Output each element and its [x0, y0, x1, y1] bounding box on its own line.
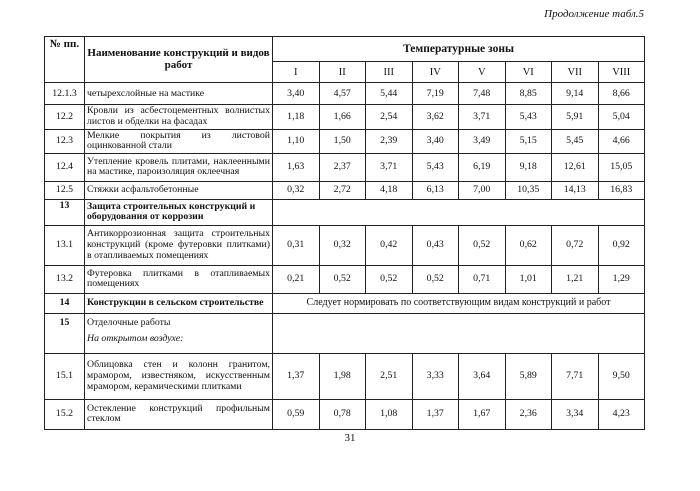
zone-value: 4,57	[319, 83, 366, 105]
zone-value: 14,13	[552, 181, 599, 199]
table-row	[45, 153, 645, 181]
section-title: Отделочные работы	[87, 316, 171, 328]
zone-value: 2,72	[319, 181, 366, 199]
zone-value: 0,31	[273, 225, 320, 265]
zone-value: 2,37	[319, 153, 366, 181]
zone-value: 0,52	[319, 265, 366, 293]
table-body	[45, 83, 645, 429]
row-number: 13.1	[45, 225, 85, 265]
zone-value: 2,39	[366, 129, 413, 153]
zone-value: 4,23	[598, 399, 645, 429]
row-number: 13.2	[45, 265, 85, 293]
section-number: 13	[45, 199, 85, 225]
page-number: 31	[344, 432, 356, 444]
header-number: № пп.	[45, 37, 85, 83]
temperature-zones-table	[44, 36, 645, 430]
zone-value: 0,43	[412, 225, 459, 265]
zone-value: 0,71	[459, 265, 506, 293]
zone-value: 5,43	[412, 153, 459, 181]
zone-header-6: VI	[505, 62, 552, 83]
zone-value: 3,40	[412, 129, 459, 153]
header-name: Наименование конструкций и видов работ	[85, 37, 273, 83]
zone-value: 7,19	[412, 83, 459, 105]
row-number: 12.3	[45, 129, 85, 153]
row-name: Стяжки асфальтобетонные	[85, 181, 273, 199]
section-title-cell	[85, 313, 273, 353]
table-row	[45, 265, 645, 293]
zone-value: 5,15	[505, 129, 552, 153]
zone-value: 6,13	[412, 181, 459, 199]
zone-value: 5,44	[366, 83, 413, 105]
empty-cell	[273, 313, 645, 353]
zone-value: 0,78	[319, 399, 366, 429]
zone-header-4: IV	[412, 62, 459, 83]
zone-value: 8,66	[598, 83, 645, 105]
zone-value: 3,40	[273, 83, 320, 105]
zone-value: 1,66	[319, 105, 366, 129]
zone-value: 3,71	[459, 105, 506, 129]
table-row	[45, 399, 645, 429]
zone-value: 0,92	[598, 225, 645, 265]
table-row	[45, 181, 645, 199]
zone-value: 0,32	[273, 181, 320, 199]
row-name: Кровли из асбестоцементных волнистых листов и обделки на фасадах	[85, 105, 273, 129]
row-number: 12.5	[45, 181, 85, 199]
zone-value: 12,61	[552, 153, 599, 181]
zone-value: 15,05	[598, 153, 645, 181]
zone-value: 4,18	[366, 181, 413, 199]
section-note: Следует нормировать по соответствующим видам конструкций и работ	[273, 293, 645, 313]
section-row-14	[45, 293, 645, 313]
zone-header-7: VII	[552, 62, 599, 83]
zone-header-2: II	[319, 62, 366, 83]
zone-value: 3,34	[552, 399, 599, 429]
zone-value: 0,52	[366, 265, 413, 293]
zone-value: 7,48	[459, 83, 506, 105]
zone-value: 0,59	[273, 399, 320, 429]
zone-value: 1,21	[552, 265, 599, 293]
zone-value: 0,42	[366, 225, 413, 265]
zone-value: 5,43	[505, 105, 552, 129]
zone-value: 5,04	[598, 105, 645, 129]
zone-value: 1,01	[505, 265, 552, 293]
empty-cell	[273, 199, 645, 225]
row-name: Мелкие покрытия из листовой оцинкованной стали	[85, 129, 273, 153]
zone-value: 0,21	[273, 265, 320, 293]
section-subtitle: На открытом воздухе:	[87, 333, 184, 345]
section-row-15	[45, 313, 645, 353]
zone-value: 3,62	[412, 105, 459, 129]
zone-value: 9,50	[598, 353, 645, 399]
zone-value: 0,52	[412, 265, 459, 293]
zone-value: 1,29	[598, 265, 645, 293]
zone-value: 1,50	[319, 129, 366, 153]
zone-header-3: III	[366, 62, 413, 83]
zone-value: 7,00	[459, 181, 506, 199]
zone-header-5: V	[459, 62, 506, 83]
header-zones-title: Температурные зоны	[273, 37, 645, 62]
section-title: Конструкции в сельском строительстве	[85, 293, 273, 313]
zone-header-1: I	[273, 62, 320, 83]
continuation-note: Продолжение табл.5	[544, 8, 644, 20]
zone-value: 1,37	[412, 399, 459, 429]
section-row-13	[45, 199, 645, 225]
table-row	[45, 225, 645, 265]
zone-value: 10,35	[505, 181, 552, 199]
row-number: 15.1	[45, 353, 85, 399]
row-name: Остекление конструкций профильным стеклом	[85, 399, 273, 429]
row-name: Футеровка плитками в отапливаемых помещениях	[85, 265, 273, 293]
zone-value: 0,32	[319, 225, 366, 265]
row-name: четырехслойные на мастике	[85, 83, 273, 105]
zone-value: 1,37	[273, 353, 320, 399]
zone-value: 1,10	[273, 129, 320, 153]
row-name: Облицовка стен и колонн гранитом, мрамором, известняком, искусственным мрамором, керамическими плитками	[85, 353, 273, 399]
zone-value: 0,52	[459, 225, 506, 265]
row-number: 12.1.3	[45, 83, 85, 105]
table-row	[45, 105, 645, 129]
zone-value: 5,45	[552, 129, 599, 153]
zone-value: 9,14	[552, 83, 599, 105]
zone-value: 3,64	[459, 353, 506, 399]
row-number: 15.2	[45, 399, 85, 429]
zone-value: 0,72	[552, 225, 599, 265]
zone-value: 16,83	[598, 181, 645, 199]
zone-value: 5,89	[505, 353, 552, 399]
zone-value: 1,98	[319, 353, 366, 399]
section-number: 14	[45, 293, 85, 313]
table-row	[45, 83, 645, 105]
zone-value: 4,66	[598, 129, 645, 153]
section-title: Защита строительных конструкций и оборудования от коррозии	[85, 199, 273, 225]
table-row	[45, 129, 645, 153]
row-name: Антикоррозионная защита строительных конструкций (кроме футеровки плитками) в отапливаемых помещениях	[85, 225, 273, 265]
zone-value: 1,08	[366, 399, 413, 429]
zone-value: 1,18	[273, 105, 320, 129]
zone-value: 5,91	[552, 105, 599, 129]
table-row	[45, 353, 645, 399]
row-number: 12.4	[45, 153, 85, 181]
zone-value: 0,62	[505, 225, 552, 265]
zone-value: 3,49	[459, 129, 506, 153]
zone-value: 9,18	[505, 153, 552, 181]
zone-value: 2,51	[366, 353, 413, 399]
zone-value: 2,54	[366, 105, 413, 129]
zone-value: 3,33	[412, 353, 459, 399]
zone-value: 1,67	[459, 399, 506, 429]
zone-value: 7,71	[552, 353, 599, 399]
zone-value: 8,85	[505, 83, 552, 105]
zone-value: 1,63	[273, 153, 320, 181]
zone-value: 2,36	[505, 399, 552, 429]
zone-value: 3,71	[366, 153, 413, 181]
zone-header-8: VIII	[598, 62, 645, 83]
zone-value: 6,19	[459, 153, 506, 181]
section-number: 15	[45, 313, 85, 353]
row-name: Утепление кровель плитами, наклеенными на мастике, пароизоляция оклеечная	[85, 153, 273, 181]
row-number: 12.2	[45, 105, 85, 129]
